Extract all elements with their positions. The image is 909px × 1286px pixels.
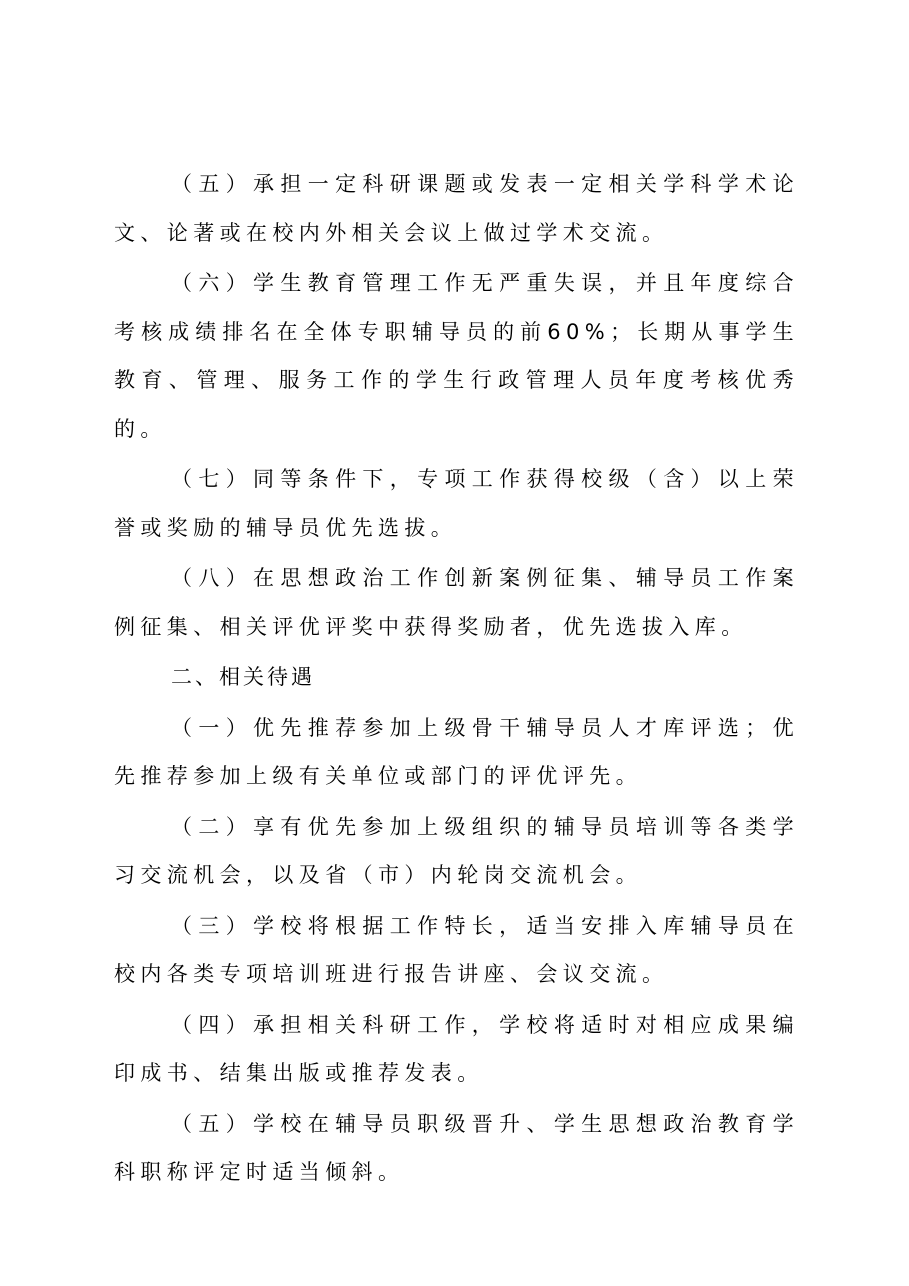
paragraph-benefit-1: （一）优先推荐参加上级骨干辅导员人才库评选；优先推荐参加上级有关单位或部门的评优评先。 [114,715,799,788]
paragraph-criterion-8: （八）在思想政治工作创新案例征集、辅导员工作案例征集、相关评优评奖中获得奖励者，优先选拔入库。 [114,566,799,639]
paragraph-criterion-6: （六）学生教育管理工作无严重失误，并且年度综合考核成绩排名在全体专职辅导员的前60%；长期从事学生教育、管理、服务工作的学生行政管理人员年度考核优秀的。 [114,271,799,441]
paragraph-benefit-4: （四）承担相关科研工作，学校将适时对相应成果编印成书、结集出版或推荐发表。 [114,1012,799,1085]
paragraph-benefit-5: （五）学校在辅导员职级晋升、学生思想政治教育学科职称评定时适当倾斜。 [114,1111,799,1184]
paragraph-benefit-3: （三）学校将根据工作特长，适当安排入库辅导员在校内各类专项培训班进行报告讲座、会议交流。 [114,913,799,986]
paragraph-benefit-2: （二）享有优先参加上级组织的辅导员培训等各类学习交流机会，以及省（市）内轮岗交流机会。 [114,814,799,887]
section-heading-benefits: 二、相关待遇 [171,665,315,689]
paragraph-criterion-5: （五）承担一定科研课题或发表一定相关学科学术论文、论著或在校内外相关会议上做过学术交流。 [114,172,799,245]
paragraph-criterion-7: （七）同等条件下，专项工作获得校级（含）以上荣誉或奖励的辅导员优先选拔。 [114,467,799,540]
document-body [114,160,799,1199]
